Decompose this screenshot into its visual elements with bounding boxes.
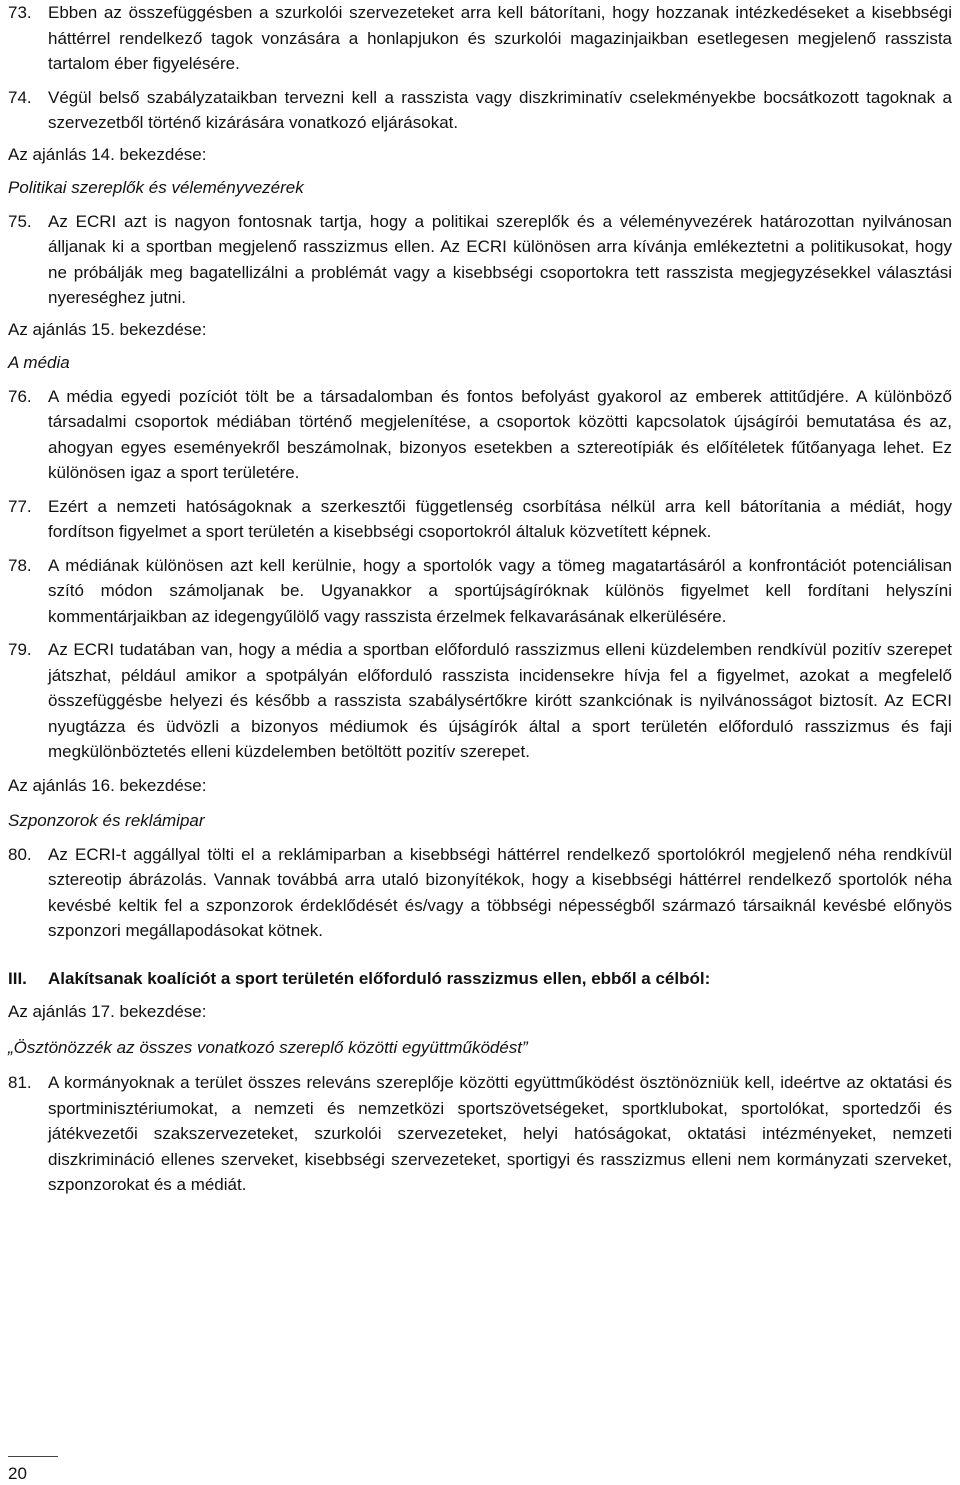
paragraph-80 <box>8 842 952 944</box>
paragraph-78 <box>8 553 952 630</box>
paragraph-76 <box>8 384 952 486</box>
paragraph-79 <box>8 637 952 765</box>
paragraph-text: Ebben az összefüggésben a szurkolói szervezeteket arra kell bátorítani, hogy hozzanak intézkedéseket a kisebbségi háttérrel rendelkező tagok vonzására a honlapjukon és szurkolói magazinjaikban esetlegesen megjelenő rasszista tartalom éber figyelésére. <box>48 3 952 73</box>
recommendation-ref-16: Az ajánlás 16. bekezdése: <box>8 775 207 795</box>
paragraph-number: 75. <box>8 211 32 231</box>
paragraph-number: 73. <box>8 3 32 22</box>
page-number: 20 <box>8 1464 27 1483</box>
paragraph-number: 79. <box>8 640 32 659</box>
footer-rule <box>8 1456 58 1457</box>
paragraph-text: A kormányoknak a terület összes releváns szereplője közötti együttműködést ösztönözniük kell, ideértve az oktatási és sportminisztériumokat, a nemzeti és nemzetközi sportszövetségeket, sportklubokat, sportolókat, sportedzői és játékvezetői szakszervezeteket, szurkolói szervezeteket, helyi hatóságokat, oktatási intézményeket, nemzeti diszkrimináció ellenes szerveket, kisebbségi szervezeteket, sportigyi és rasszizmus elleni nem kormányzati szerveket, szponzorokat és a médiát. <box>48 1073 952 1194</box>
subtitle-szponzorok: Szponzorok és reklámipar <box>8 811 205 830</box>
subtitle-osztonozzek: „Ösztönözzék az összes vonatkozó szereplő közötti együttműködést” <box>8 1037 528 1057</box>
paragraph-text: Az ECRI-t aggállyal tölti el a reklámiparban a kisebbségi háttérrel rendelkező sportolókról megjelenő néha rendkívül sztereotip ábrázolás. Vannak továbbá arra utaló bizonyítékok, hogy a kisebbségi háttérrel rendelkező sportolók néha kevésbé keltik fel a szponzorok érdeklődését és/vagy a többségi népességből származó társaiknál kevésbé előnyös szponzori megállapodásokat kötnek. <box>48 844 952 940</box>
paragraph-number: 76. <box>8 386 32 406</box>
recommendation-ref-15: Az ajánlás 15. bekezdése: <box>8 319 207 339</box>
paragraph-text: Ezért a nemzeti hatóságoknak a szerkesztői függetlenség csorbítása nélkül arra kell bátorítania a médiát, hogy fordítson figyelmet a sport területén a kisebbségi csoportokról általuk közvetített képnek. <box>48 496 952 541</box>
paragraph-number: 81. <box>8 1073 32 1092</box>
paragraph-73 <box>8 0 952 77</box>
paragraph-75 <box>8 209 952 311</box>
recommendation-ref-17: Az ajánlás 17. bekezdése: <box>8 1002 207 1021</box>
subtitle-politikai: Politikai szereplők és véleményvezérek <box>8 178 304 197</box>
subtitle-media: A média <box>8 353 70 372</box>
paragraph-74 <box>8 85 952 136</box>
paragraph-number: 78. <box>8 555 32 575</box>
paragraph-number: 80. <box>8 844 32 864</box>
recommendation-ref-14: Az ajánlás 14. bekezdése: <box>8 144 207 164</box>
paragraph-81 <box>8 1070 952 1198</box>
paragraph-text: Az ECRI azt is nagyon fontosnak tartja, hogy a politikai szereplők és a véleményvezérek határozottan nyilvánosan álljanak ki a sportban megjelenő rasszizmus ellen. Az ECRI különösen arra kívánja emlékeztetni a politikusokat, hogy ne próbálják meg bagatellizálni a problémát vagy a kisebbségi csoportokra tett rasszista megjegyzésekkel választási nyereséghez jutni. <box>48 211 952 307</box>
document-page <box>8 0 952 1198</box>
paragraph-text: Végül belső szabályzataikban tervezni kell a rasszista vagy diszkriminatív cselekményekbe bocsátkozott tagoknak a szervezetből történő kizárására vonatkozó eljárásokat. <box>48 87 952 132</box>
paragraph-text: A média egyedi pozíciót tölt be a társadalomban és fontos befolyást gyakorol az emberek attitűdjére. A különböző társadalmi csoportok médiában történő megjelenítése, a csoportok közötti kapcsolatok újságírói bemutatása és az, ahogyan egyes eseményekről beszámolnak, bizonyos esetekben a sztereotípiák és előítéletek fűtőanyaga lehet. Ez különösen igaz a sport területére. <box>48 386 952 482</box>
paragraph-77 <box>8 494 952 545</box>
paragraph-text: A médiának különösen azt kell kerülnie, hogy a sportolók vagy a tömeg magatartásáról a konfrontációt potenciálisan szító módon számoljanak be. Ugyanakkor a sportújságíróknak különös figyelmet kell fordítani helyszíni kommentárjaikban az idegengyűlölő vagy rasszista érzelmek felkavarásának elkerülésére. <box>48 555 952 626</box>
paragraph-number: 74. <box>8 87 32 107</box>
paragraph-number: 77. <box>8 496 32 516</box>
paragraph-text: Az ECRI tudatában van, hogy a média a sportban előforduló rasszizmus elleni küzdelemben rendkívül pozitív szerepet játszhat, például amikor a spotpályán előforduló rasszista incidensekre hívja fel a figyelmet, azokat a megfelelő összefüggésbe helyezi és később a rasszista szabálysértőkre kirótt szankciónak is nyilvánosságot biztosít. Az ECRI nyugtázza és üdvözli a bizonyos médiumok és újságírók által a sport területén előforduló rasszizmus és faji megkülönböztetés elleni küzdelemben betöltött pozitív szerepet. <box>48 640 952 761</box>
section-title: Alakítsanak koalíciót a sport területén előforduló rasszizmus ellen, ebből a célból: <box>48 968 711 988</box>
section-number: III. <box>8 968 27 988</box>
section-heading <box>8 966 952 992</box>
